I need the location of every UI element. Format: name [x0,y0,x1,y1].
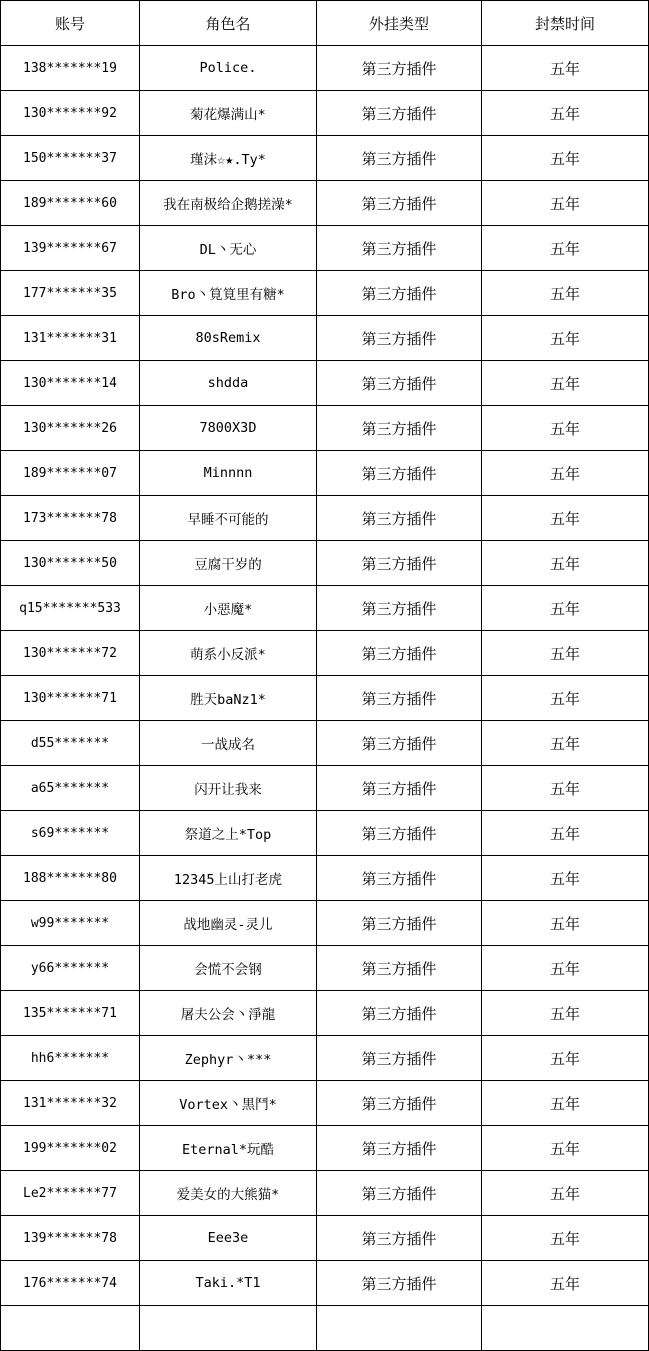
cheat-type-cell: 第三方插件 [317,226,482,271]
account-cell: 131*******32 [1,1081,140,1126]
role-name-cell: Eternal*玩酷 [140,1126,317,1171]
table-row [1,676,649,721]
table-row [1,406,649,451]
role-name-cell: 我在南极给企鹅搓澡* [140,181,317,226]
cheat-type-cell: 第三方插件 [317,271,482,316]
table-row [1,46,649,91]
table-row [1,541,649,586]
role-name-cell: 会慌不会钢 [140,946,317,991]
table-row [1,1036,649,1081]
table-header-row [1,1,649,46]
ban-duration-cell: 五年 [482,631,649,676]
cheat-type-cell: 第三方插件 [317,406,482,451]
cheat-type-cell: 第三方插件 [317,991,482,1036]
account-cell: w99******* [1,901,140,946]
account-cell: Le2*******77 [1,1171,140,1216]
ban-duration-cell: 五年 [482,676,649,721]
cheat-type-cell: 第三方插件 [317,1126,482,1171]
cheat-type-cell: 第三方插件 [317,721,482,766]
account-cell: 138*******19 [1,46,140,91]
role-name-cell: Minnnn [140,451,317,496]
role-name-cell: DL丶无心 [140,226,317,271]
cheat-type-cell: 第三方插件 [317,1216,482,1261]
cheat-type-cell: 第三方插件 [317,361,482,406]
cheat-type-cell: 第三方插件 [317,586,482,631]
table-row [1,721,649,766]
table-row [1,1126,649,1171]
account-cell: 189*******07 [1,451,140,496]
ban-duration-cell: 五年 [482,991,649,1036]
table-row [1,586,649,631]
table-row [1,946,649,991]
ban-duration-cell: 五年 [482,811,649,856]
cheat-type-cell [317,1306,482,1351]
role-name-cell: Bro丶筧筧里有糖* [140,271,317,316]
header-account: 账号 [1,1,140,46]
account-cell: 130*******50 [1,541,140,586]
role-name-cell: 早睡不可能的 [140,496,317,541]
cheat-type-cell: 第三方插件 [317,91,482,136]
role-name-cell: 战地幽灵-灵儿 [140,901,317,946]
account-cell: 139*******78 [1,1216,140,1261]
role-name-cell: 胜天baNz1* [140,676,317,721]
cheat-type-cell: 第三方插件 [317,136,482,181]
ban-duration-cell: 五年 [482,1171,649,1216]
table-row [1,181,649,226]
cheat-type-cell: 第三方插件 [317,766,482,811]
table-row [1,136,649,181]
account-cell: 130*******14 [1,361,140,406]
ban-duration-cell: 五年 [482,226,649,271]
table-row [1,1171,649,1216]
ban-duration-cell: 五年 [482,451,649,496]
account-cell: hh6******* [1,1036,140,1081]
cheat-type-cell: 第三方插件 [317,46,482,91]
account-cell: 130*******71 [1,676,140,721]
table-row [1,1081,649,1126]
role-name-cell: 菊花爆满山* [140,91,317,136]
table-row [1,91,649,136]
ban-duration-cell: 五年 [482,1126,649,1171]
role-name-cell: 爱美女的大熊猫* [140,1171,317,1216]
cheat-type-cell: 第三方插件 [317,901,482,946]
account-cell: 130*******26 [1,406,140,451]
header-role-name: 角色名 [140,1,317,46]
role-name-cell: 豆腐干岁的 [140,541,317,586]
header-cheat-type: 外挂类型 [317,1,482,46]
account-cell: 176*******74 [1,1261,140,1306]
role-name-cell: Vortex丶黒鬥* [140,1081,317,1126]
table-row [1,766,649,811]
header-ban-duration: 封禁时间 [482,1,649,46]
role-name-cell: 7800X3D [140,406,317,451]
cheat-type-cell: 第三方插件 [317,676,482,721]
ban-duration-cell: 五年 [482,766,649,811]
table-row [1,226,649,271]
ban-duration-cell: 五年 [482,1261,649,1306]
cheat-type-cell: 第三方插件 [317,1171,482,1216]
account-cell: 135*******71 [1,991,140,1036]
table-row [1,991,649,1036]
table-row [1,901,649,946]
ban-duration-cell: 五年 [482,721,649,766]
ban-duration-cell: 五年 [482,901,649,946]
ban-duration-cell: 五年 [482,1216,649,1261]
account-cell [1,1306,140,1351]
table-row [1,496,649,541]
cheat-type-cell: 第三方插件 [317,1261,482,1306]
cheat-type-cell: 第三方插件 [317,856,482,901]
ban-duration-cell: 五年 [482,1081,649,1126]
role-name-cell: 小惡魔* [140,586,317,631]
cheat-type-cell: 第三方插件 [317,1036,482,1081]
role-name-cell: 一战成名 [140,721,317,766]
role-name-cell: Zephyr丶*** [140,1036,317,1081]
account-cell: 130*******72 [1,631,140,676]
role-name-cell: 萌系小反派* [140,631,317,676]
ban-duration-cell: 五年 [482,91,649,136]
cheat-type-cell: 第三方插件 [317,541,482,586]
table-row [1,811,649,856]
account-cell: s69******* [1,811,140,856]
table-row [1,451,649,496]
role-name-cell: 瑾沫☆★.Ty* [140,136,317,181]
role-name-cell: 闪开让我来 [140,766,317,811]
ban-duration-cell: 五年 [482,406,649,451]
account-cell: q15*******533 [1,586,140,631]
table-row [1,1306,649,1351]
table-row [1,1216,649,1261]
ban-duration-cell: 五年 [482,136,649,181]
ban-duration-cell: 五年 [482,1036,649,1081]
ban-duration-cell: 五年 [482,271,649,316]
role-name-cell: shdda [140,361,317,406]
ban-duration-cell: 五年 [482,361,649,406]
account-cell: 199*******02 [1,1126,140,1171]
table-row [1,1261,649,1306]
account-cell: 131*******31 [1,316,140,361]
account-cell: 139*******67 [1,226,140,271]
account-cell: 150*******37 [1,136,140,181]
cheat-type-cell: 第三方插件 [317,1081,482,1126]
role-name-cell: Police. [140,46,317,91]
cheat-type-cell: 第三方插件 [317,181,482,226]
account-cell: a65******* [1,766,140,811]
ban-duration-cell: 五年 [482,856,649,901]
role-name-cell: 屠夫公会丶淨龍 [140,991,317,1036]
account-cell: 177*******35 [1,271,140,316]
account-cell: 189*******60 [1,181,140,226]
cheat-type-cell: 第三方插件 [317,946,482,991]
account-cell: y66******* [1,946,140,991]
cheat-type-cell: 第三方插件 [317,451,482,496]
table-row [1,631,649,676]
cheat-type-cell: 第三方插件 [317,631,482,676]
role-name-cell: 祭道之上*Top [140,811,317,856]
account-cell: d55******* [1,721,140,766]
cheat-type-cell: 第三方插件 [317,496,482,541]
ban-duration-cell: 五年 [482,181,649,226]
account-cell: 130*******92 [1,91,140,136]
ban-duration-cell [482,1306,649,1351]
cheat-type-cell: 第三方插件 [317,811,482,856]
ban-duration-cell: 五年 [482,496,649,541]
table-row [1,271,649,316]
table-row [1,316,649,361]
role-name-cell: 80sRemix [140,316,317,361]
ban-duration-cell: 五年 [482,316,649,361]
table-row [1,856,649,901]
ban-duration-cell: 五年 [482,586,649,631]
account-cell: 173*******78 [1,496,140,541]
account-cell: 188*******80 [1,856,140,901]
cheat-type-cell: 第三方插件 [317,316,482,361]
ban-duration-cell: 五年 [482,541,649,586]
role-name-cell: Taki.*T1 [140,1261,317,1306]
table-row [1,361,649,406]
ban-duration-cell: 五年 [482,46,649,91]
ban-duration-cell: 五年 [482,946,649,991]
role-name-cell [140,1306,317,1351]
role-name-cell: Eee3e [140,1216,317,1261]
role-name-cell: 12345上山打老虎 [140,856,317,901]
